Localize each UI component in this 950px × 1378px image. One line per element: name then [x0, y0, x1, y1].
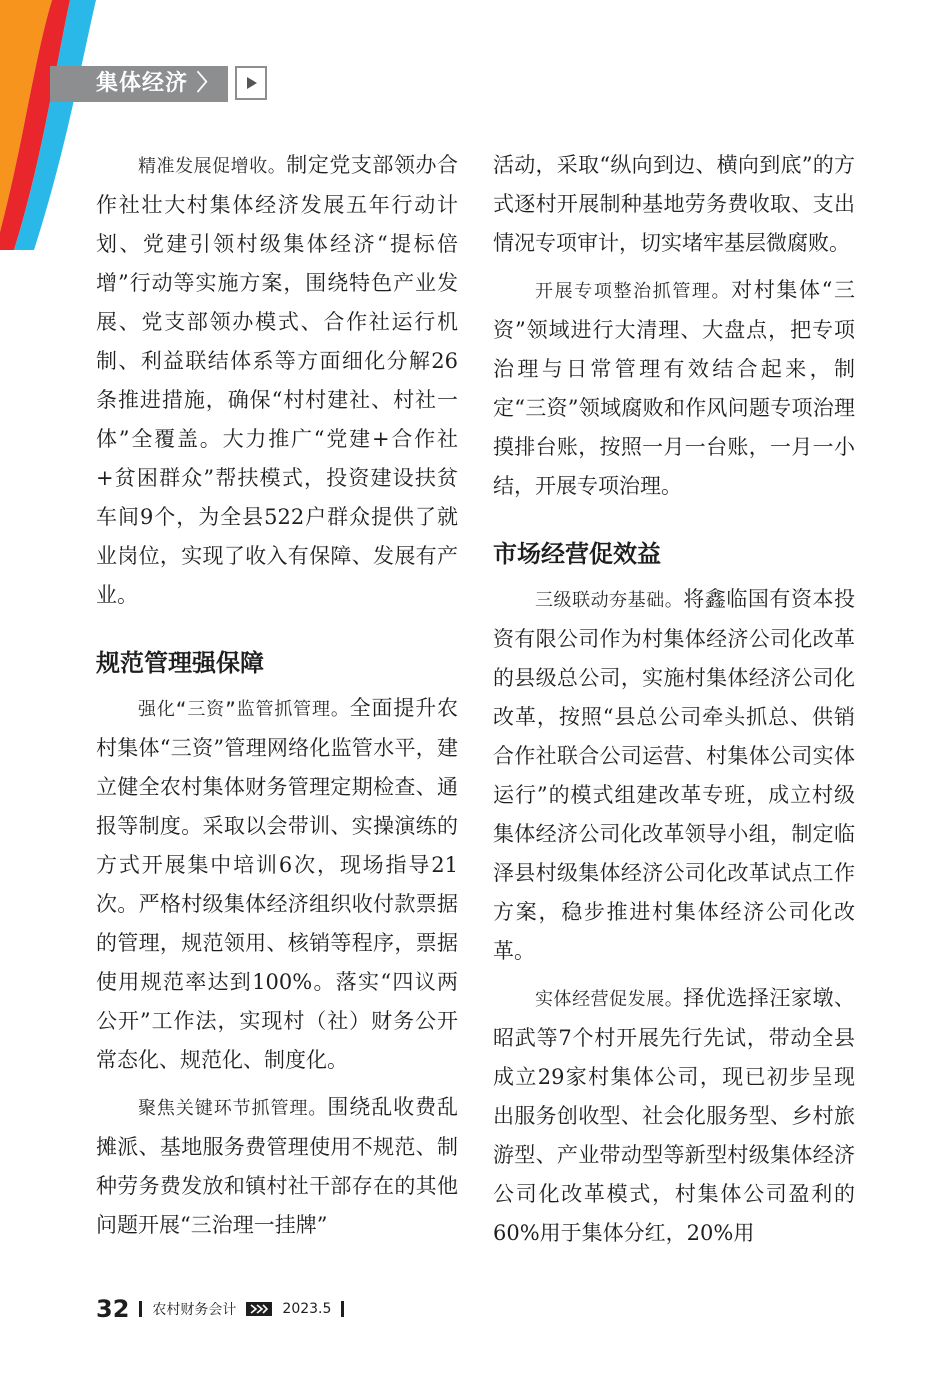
- decorative-corner-stripes: [0, 0, 110, 250]
- paragraph-lead: 实体经营促发展。: [535, 989, 684, 1010]
- issue-number: 2023.5: [282, 1301, 332, 1317]
- paragraph-three-level-linkage: [493, 580, 855, 971]
- divider: [139, 1301, 142, 1317]
- right-column: [493, 146, 855, 1261]
- paragraph-special-rectification: [493, 271, 855, 506]
- heading-market-operation: 市场经营促效益: [493, 540, 661, 568]
- paragraph-body: 制定党支部领办合作社壮大村集体经济发展五年行动计划、党建引领村级集体经济“提标倍增”行动等实施方案，围绕特色产业发展、党支部领办模式、合作社运行机制、利益联结体系等方面细化分解26条推进措施，确保“村村建社、村社一体”全覆盖。大力推广“党建+合作社+贫困群众”帮扶模式，投资建设扶贫车间9个，为全县522户群众提供了就业岗位，实现了收入有保障、发展有产业。: [96, 153, 459, 607]
- paragraph-lead: 开展专项整治抓管理。: [535, 281, 732, 302]
- paragraph-lead: 聚焦关键环节抓管理。: [138, 1098, 328, 1119]
- double-arrow-icon: [246, 1302, 272, 1316]
- paragraph-lead: 强化“三资”监管抓管理。: [138, 699, 350, 720]
- page-footer: [96, 1296, 344, 1322]
- play-icon: [235, 66, 267, 100]
- paragraph-body: 围绕乱收费乱摊派、基地服务费管理使用不规范、制种劳务费发放和镇村社干部存在的其他问题开展“三治理一挂牌”: [96, 1095, 459, 1237]
- divider: [341, 1301, 344, 1317]
- heading-standardize-management: 规范管理强保障: [96, 649, 264, 677]
- left-column: [96, 146, 458, 1253]
- paragraph-body: 对村集体“三资”领域进行大清理、大盘点，把专项治理与日常管理有效结合起来，制定“三资”领域腐败和作风问题专项治理摸排台账，按照一月一台账，一月一小结，开展专项治理。: [493, 278, 855, 498]
- paragraph-precise-development: [96, 146, 458, 615]
- paragraph-body: 将鑫临国有资本投资有限公司作为村集体经济公司化改革的县级总公司，实施村集体经济公司化改革，按照“县总公司牵头抓总、供销合作社联合公司运营、村集体公司实体运行”的模式组建改革专班，成立村级集体经济公司化改革领导小组，制定临泽县村级集体经济公司化改革试点工作方案，稳步推进村集体经济公司化改革。: [493, 587, 856, 963]
- paragraph-lead: 精准发展促增收。: [138, 156, 287, 177]
- paragraph-three-assets-supervision: [96, 689, 458, 1080]
- paragraph-entity-operation: [493, 979, 855, 1253]
- paragraph-key-links: [96, 1088, 458, 1245]
- section-tag: 集体经济 〉: [50, 66, 228, 102]
- paragraph-continued-audit: 活动，采取“纵向到边、横向到底”的方式逐村开展制种基地劳务费收取、支出情况专项审计，切实堵牢基层微腐败。: [493, 153, 855, 255]
- paragraph-body: 择优选择汪家墩、昭武等7个村开展先行先试，带动全县成立29家村集体公司，现已初步呈现出服务创收型、社会化服务型、乡村旅游型、产业带动型等新型村级集体经济公司化改革模式，村集体公司盈利的60%用于集体分红，20%用: [493, 986, 856, 1245]
- magazine-title: 农村财务会计: [152, 1302, 237, 1318]
- paragraph-body: 全面提升农村集体“三资”管理网络化监管水平，建立健全农村集体财务管理定期检查、通报等制度。采取以会带训、实操演练的方式开展集中培训6次，现场指导21次。严格村级集体经济组织收付款票据的管理，规范领用、核销等程序，票据使用规范率达到100%。落实“四议两公开”工作法，实现村（社）财务公开常态化、规范化、制度化。: [96, 696, 458, 1072]
- page-number: 32: [96, 1295, 130, 1323]
- paragraph-lead: 三级联动夯基础。: [535, 590, 684, 611]
